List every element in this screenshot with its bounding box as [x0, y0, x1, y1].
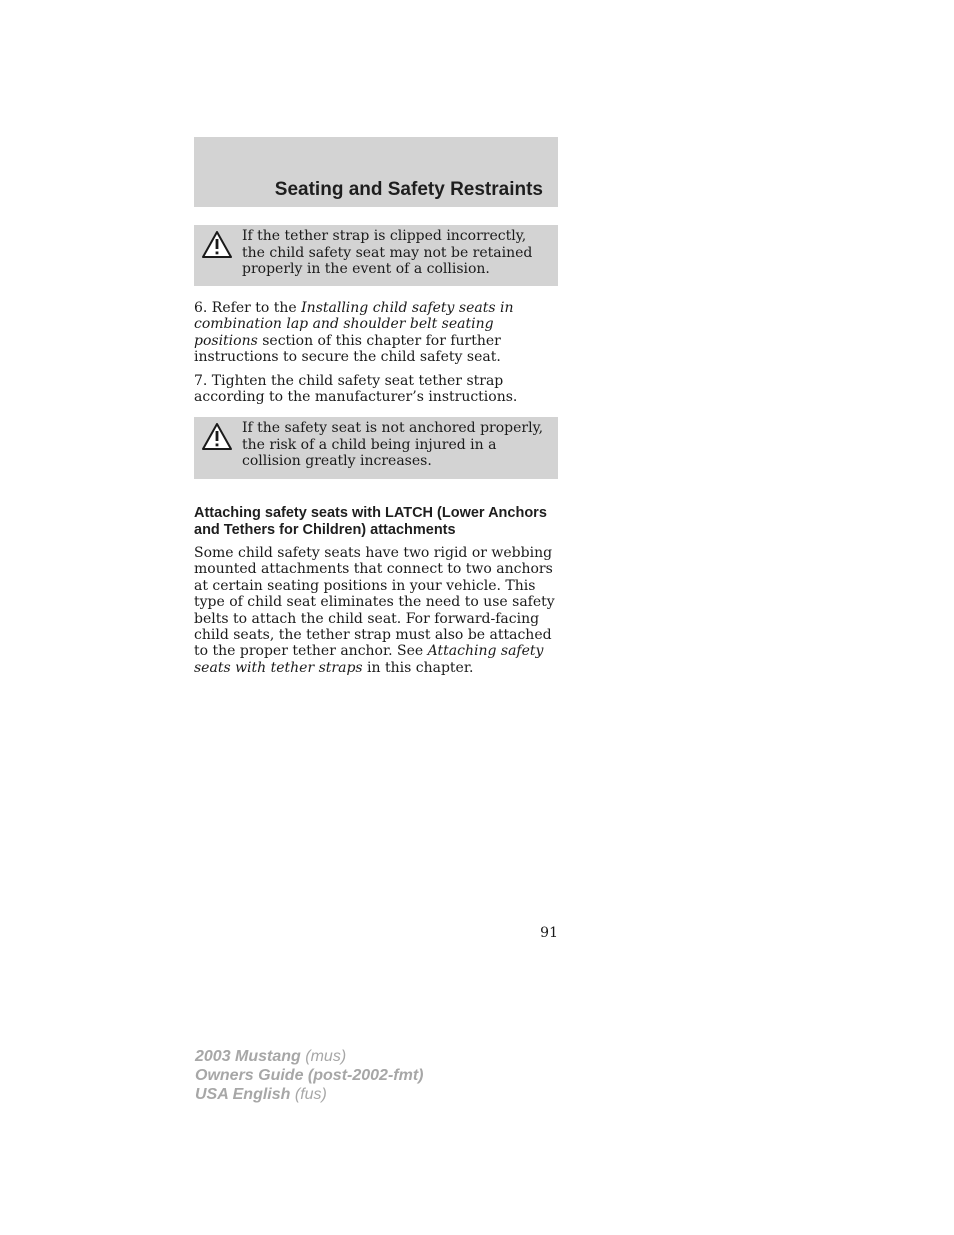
latch-body-prefix: Some child safety seats have two rigid or webbing mounted attachments that connect to two anchors at certain seating positions in your vehicle. This type of child seat eliminates the need to use safety belts to attach the child seat. For forward-facing child seats, the tether strap must also be attached to the proper tether anchor. See — [194, 545, 555, 660]
page-number: 91 — [540, 925, 558, 941]
latch-paragraph — [194, 545, 560, 676]
warning-box-tether — [194, 225, 558, 286]
warning-text: If the safety seat is not anchored properly, the risk of a child being injured in a collision greatly increases. — [242, 420, 544, 470]
section-title: Seating and Safety Restraints — [274, 179, 543, 200]
latch-body-suffix: in this chapter. — [362, 659, 474, 676]
step-6-reference: Installing child safety seats in combination lap and shoulder belt seating positions — [194, 300, 514, 349]
step-6-suffix: section of this chapter for further instructions to secure the child safety seat. — [194, 332, 501, 366]
document-footer — [195, 1047, 423, 1104]
footer-line-3 — [195, 1085, 423, 1104]
step-6-paragraph — [194, 300, 560, 366]
warning-box-anchor — [194, 417, 558, 479]
section-header-band — [194, 137, 558, 207]
footer-line-2 — [195, 1066, 423, 1085]
step-7-paragraph: 7. Tighten the child safety seat tether strap according to the manufacturer’s instructions. — [194, 373, 518, 406]
warning-text: If the tether strap is clipped incorrectly, the child safety seat may not be retained properly in the event of a collision. — [242, 228, 533, 278]
warning-icon — [201, 422, 237, 455]
footer-model-code: (mus) — [300, 1048, 347, 1065]
step-6-prefix: 6. Refer to the — [194, 300, 302, 316]
footer-model: 2003 Mustang — [195, 1048, 301, 1065]
warning-icon — [201, 230, 237, 263]
footer-line-1 — [195, 1047, 423, 1066]
footer-language: USA English — [195, 1086, 291, 1103]
footer-guide: Owners Guide (post-2002-fmt) — [195, 1067, 424, 1084]
footer-language-code: (fus) — [290, 1086, 327, 1103]
latch-heading: Attaching safety seats with LATCH (Lower Anchors and Tethers for Children) attachments — [194, 505, 547, 538]
latch-body-reference: Attaching safety seats with tether straps — [194, 643, 544, 676]
